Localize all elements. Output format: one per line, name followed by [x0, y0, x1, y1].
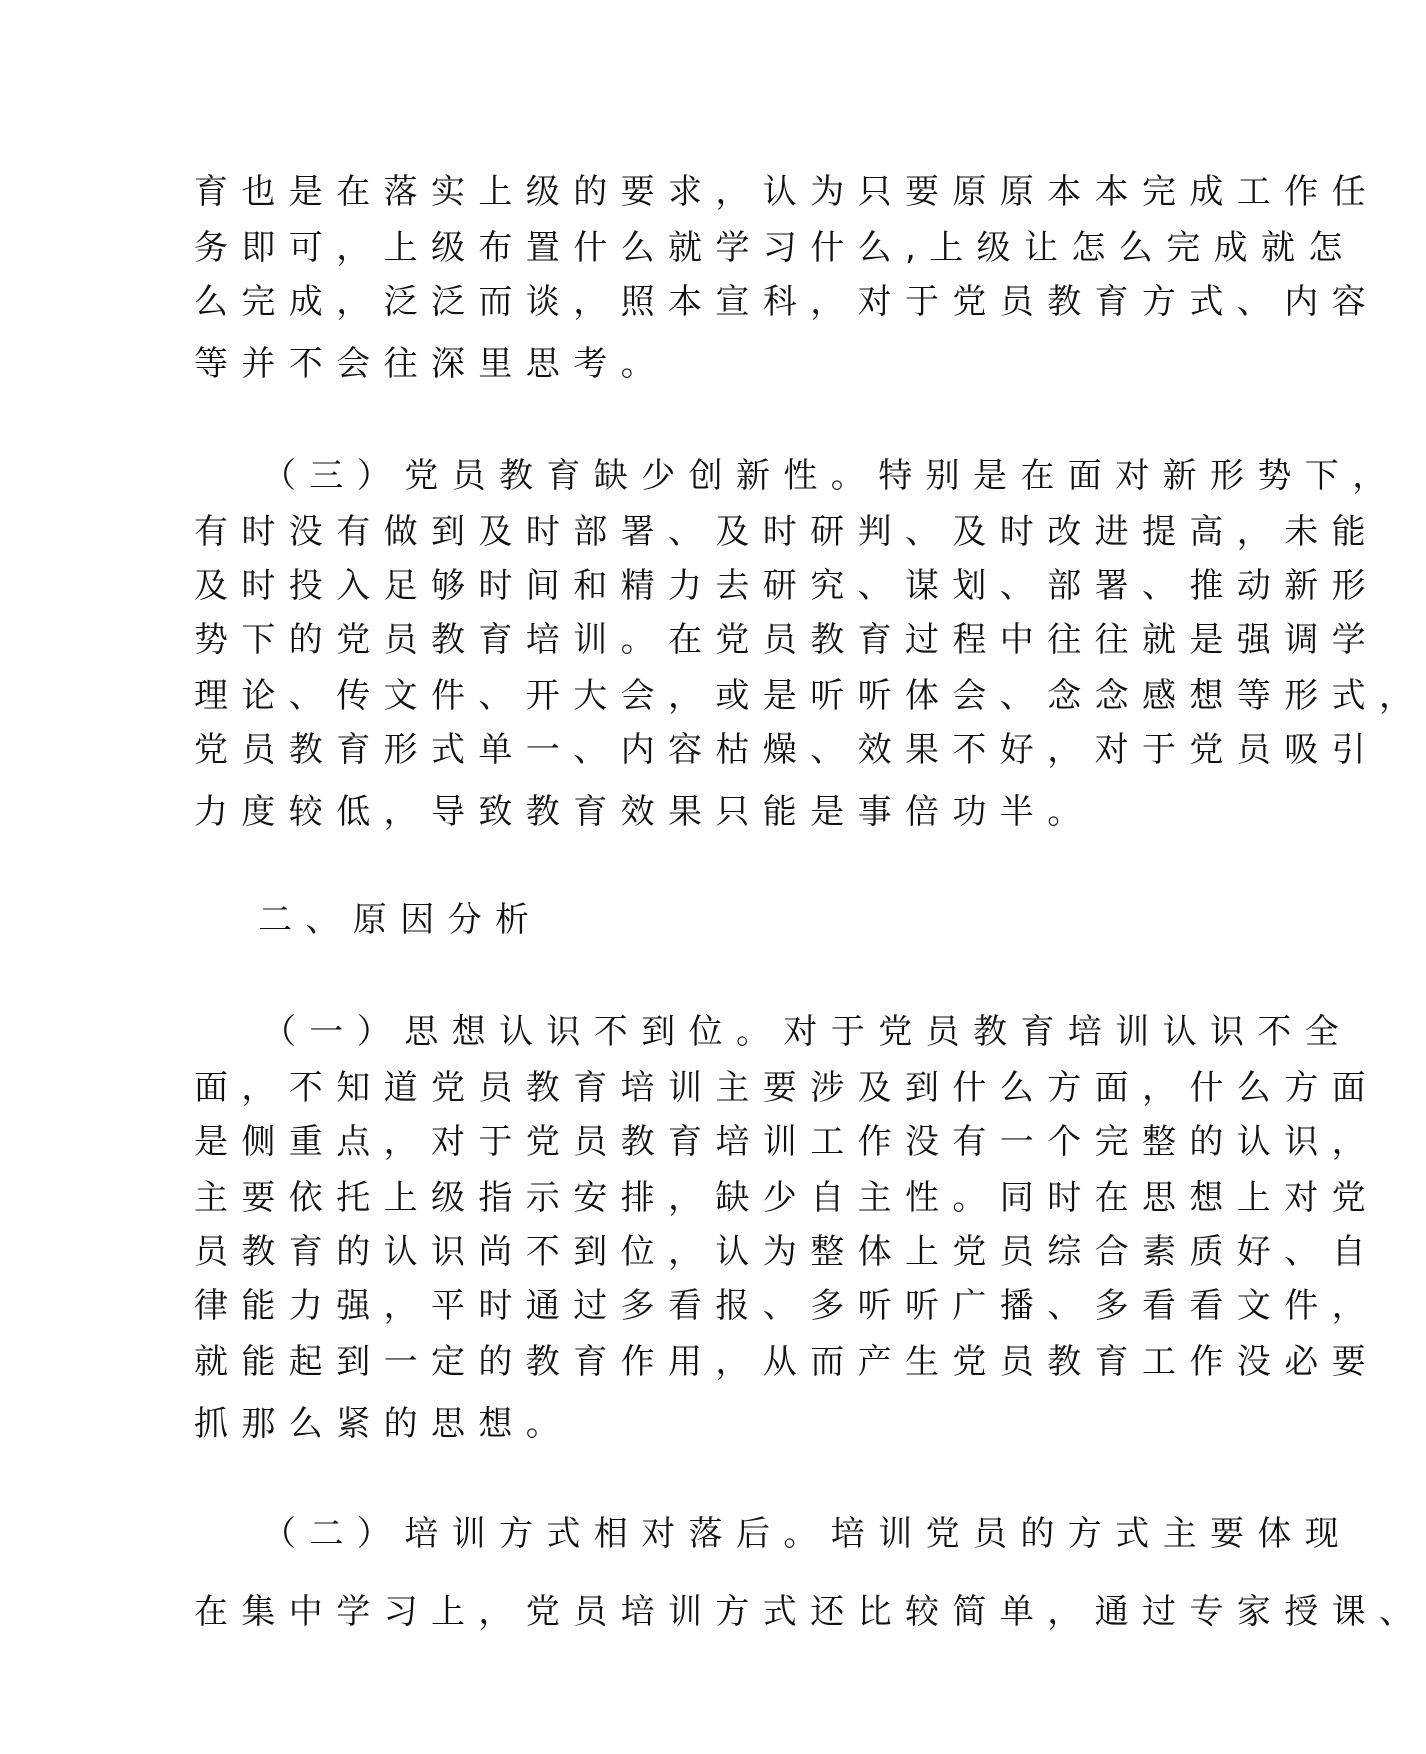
text-line: 有时没有做到及时部署、及时研判、及时改进提高，未能 — [194, 512, 1379, 552]
text-line: 势下的党员教育培训。在党员教育过程中往往就是强调学 — [194, 620, 1379, 660]
chapter-heading: 二、原因分析 — [258, 900, 543, 940]
text-line: 育也是在落实上级的要求，认为只要原原本本完成工作任 — [194, 172, 1379, 212]
text-line: 员教育的认识尚不到位，认为整体上党员综合素质好、自 — [194, 1232, 1379, 1272]
text-line: 就能起到一定的教育作用，从而产生党员教育工作没必要 — [194, 1342, 1379, 1382]
text-line: 么完成，泛泛而谈，照本宣科，对于党员教育方式、内容 — [194, 282, 1379, 322]
text-line: 抓那么紧的思想。 — [194, 1404, 574, 1444]
text-line: 等并不会往深里思考。 — [194, 344, 668, 384]
text-line: 在集中学习上，党员培训方式还比较简单，通过专家授课、 — [194, 1592, 1426, 1632]
section-heading-1: （一）思想认识不到位。对于党员教育培训认识不全 — [262, 1012, 1353, 1052]
text-line: 律能力强，平时通过多看报、多听听广播、多看看文件， — [194, 1286, 1379, 1326]
text-line: 面，不知道党员教育培训主要涉及到什么方面，什么方面 — [194, 1068, 1379, 1108]
text-line: 是侧重点，对于党员教育培训工作没有一个完整的认识， — [194, 1122, 1379, 1162]
section-heading-3: （三）党员教育缺少创新性。特别是在面对新形势下， — [262, 456, 1400, 496]
text-line: 主要依托上级指示安排，缺少自主性。同时在思想上对党 — [194, 1178, 1379, 1218]
text-line: 力度较低，导致教育效果只能是事倍功半。 — [194, 792, 1095, 832]
text-line: 务即可，上级布置什么就学习什么,上级让怎么完成就怎 — [194, 228, 1356, 268]
section-heading-2: （二）培训方式相对落后。培训党员的方式主要体现 — [262, 1514, 1353, 1554]
text-line: 理论、传文件、开大会，或是听听体会、念念感想等形式， — [194, 676, 1426, 716]
text-line: 党员教育形式单一、内容枯燥、效果不好，对于党员吸引 — [194, 730, 1379, 770]
text-line: 及时投入足够时间和精力去研究、谋划、部署、推动新形 — [194, 566, 1379, 606]
